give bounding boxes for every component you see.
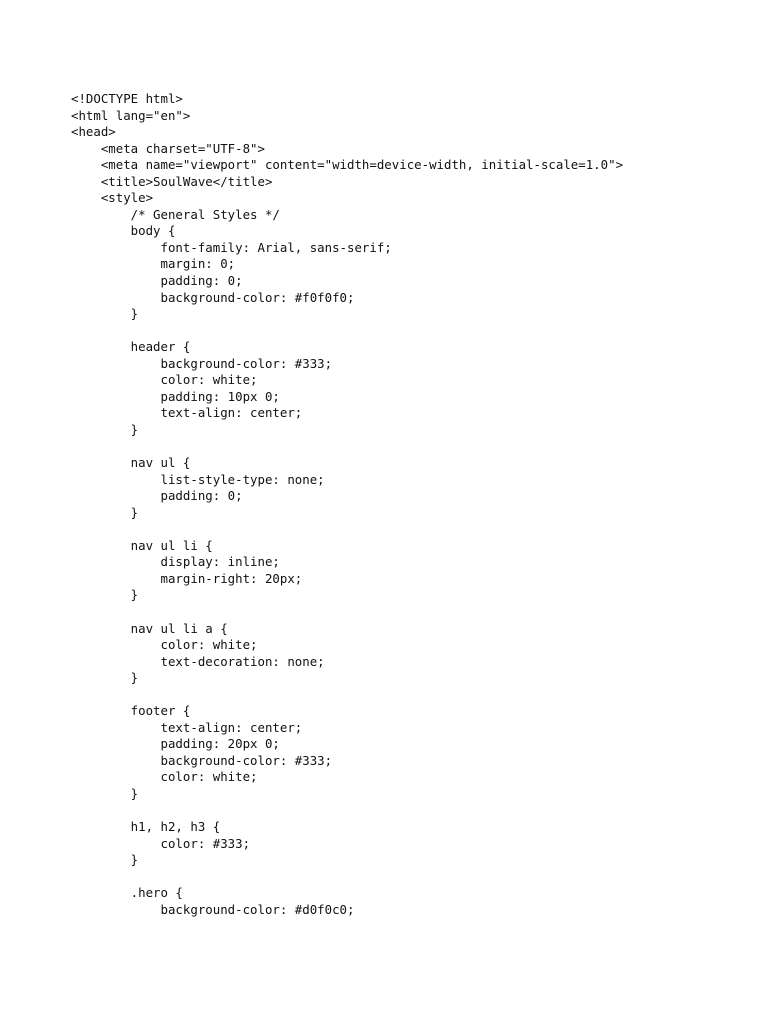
code-line: } xyxy=(71,306,139,322)
code-line: nav ul li { xyxy=(71,537,213,553)
code-listing xyxy=(71,91,751,918)
code-line: <title>SoulWave</title> xyxy=(71,173,273,189)
code-line: padding: 0; xyxy=(71,273,243,289)
code-line: text-align: center; xyxy=(71,405,303,421)
code-line: <style> xyxy=(71,190,154,206)
code-line: } xyxy=(71,670,139,686)
code-line: .hero { xyxy=(71,885,183,901)
code-line xyxy=(71,869,751,886)
code-line: color: white; xyxy=(71,637,258,653)
code-line: } xyxy=(71,587,139,603)
code-line: <!DOCTYPE html> xyxy=(71,91,183,106)
code-line: nav ul li a { xyxy=(71,620,228,636)
code-line: text-align: center; xyxy=(71,719,303,735)
code-line: header { xyxy=(71,339,191,355)
code-line: background-color: #f0f0f0; xyxy=(71,289,355,305)
code-line: background-color: #333; xyxy=(71,355,333,371)
code-line: padding: 10px 0; xyxy=(71,388,280,404)
code-line: list-style-type: none; xyxy=(71,471,325,487)
code-line xyxy=(71,803,751,820)
code-line: nav ul { xyxy=(71,455,191,471)
code-line xyxy=(71,687,751,704)
code-line: <html lang="en"> xyxy=(71,107,191,123)
code-line: footer { xyxy=(71,703,191,719)
code-line: } xyxy=(71,852,139,868)
code-line: font-family: Arial, sans-serif; xyxy=(71,239,392,255)
code-line: margin-right: 20px; xyxy=(71,570,303,586)
code-line xyxy=(71,521,751,538)
code-line: } xyxy=(71,785,139,801)
code-line: } xyxy=(71,421,139,437)
code-line: background-color: #333; xyxy=(71,752,333,768)
code-line: <head> xyxy=(71,124,116,140)
code-line xyxy=(71,438,751,455)
code-line: padding: 20px 0; xyxy=(71,736,280,752)
code-line: background-color: #d0f0c0; xyxy=(71,901,355,917)
code-line: color: #333; xyxy=(71,835,251,851)
code-line: /* General Styles */ xyxy=(71,206,280,222)
code-line: } xyxy=(71,504,139,520)
code-line: h1, h2, h3 { xyxy=(71,819,221,835)
code-line: color: white; xyxy=(71,372,258,388)
code-line: padding: 0; xyxy=(71,488,243,504)
code-line: color: white; xyxy=(71,769,258,785)
code-line xyxy=(71,323,751,340)
code-line: text-decoration: none; xyxy=(71,653,325,669)
code-line: <meta name="viewport" content="width=device-width, initial-scale=1.0"> xyxy=(71,157,624,173)
code-line: margin: 0; xyxy=(71,256,236,272)
code-line: <meta charset="UTF-8"> xyxy=(71,140,265,156)
code-line: body { xyxy=(71,223,176,239)
code-line xyxy=(71,604,751,621)
code-line: display: inline; xyxy=(71,554,280,570)
